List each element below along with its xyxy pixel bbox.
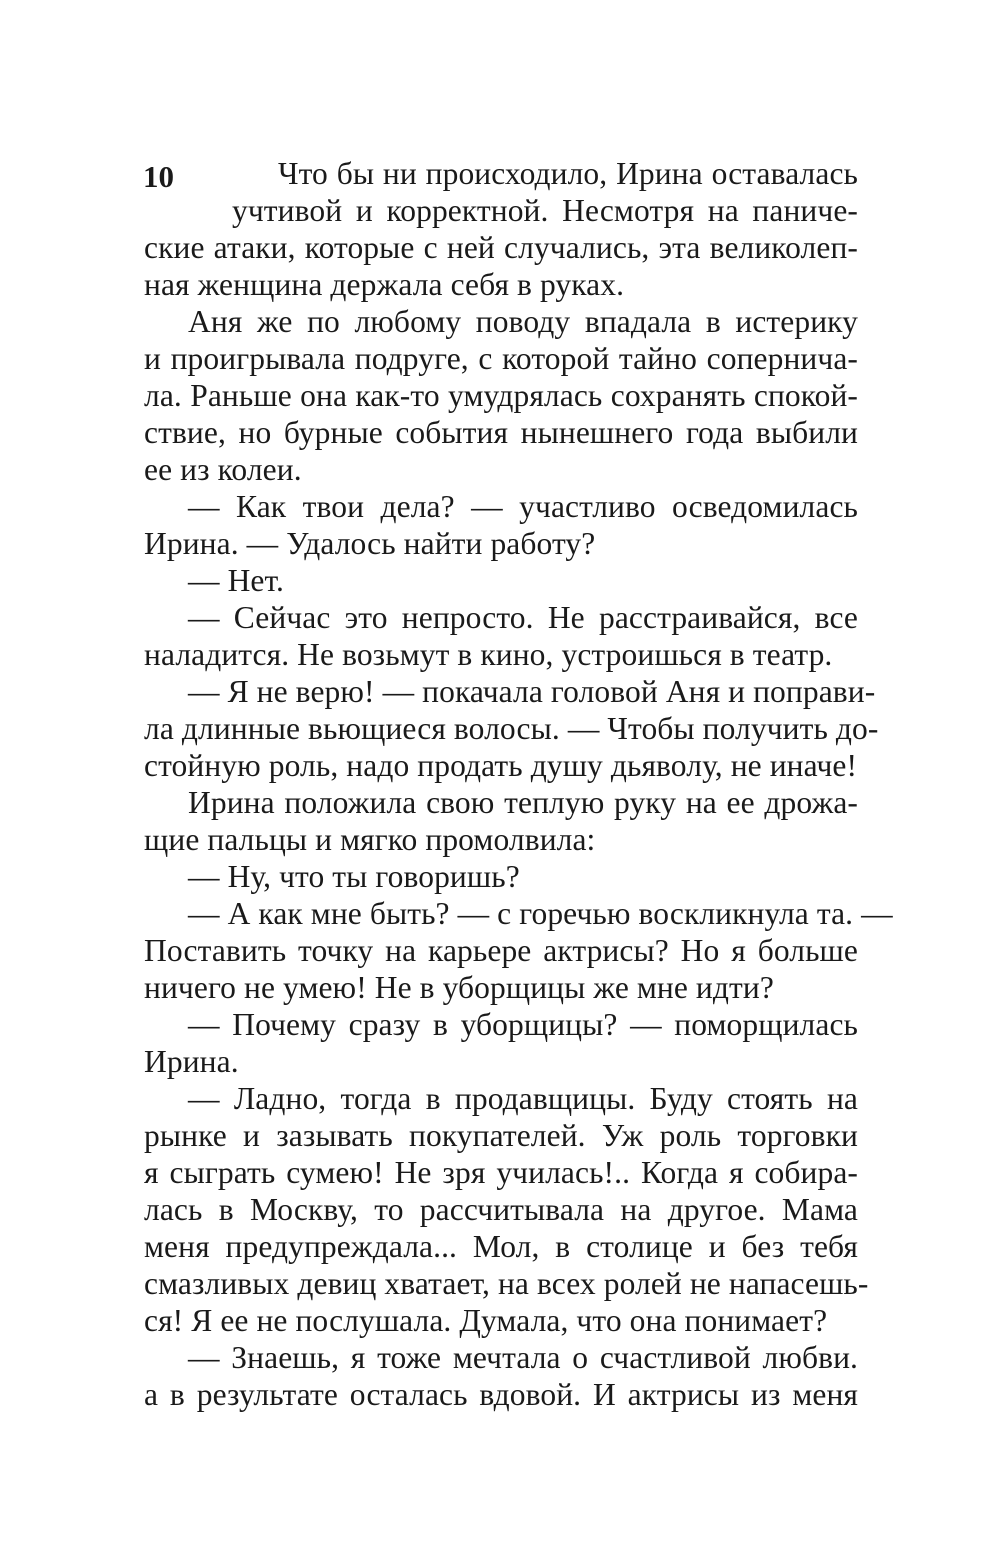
text-line: щие пальцы и мягко промолвила:	[144, 822, 596, 857]
text-line: Ирина. — Удалось найти работу?	[144, 526, 596, 561]
text-line: наладится. Не возьмут в кино, устроишься в театр.	[144, 637, 833, 672]
text-line: Ирина положила свою теплую руку на ее дрожа-	[188, 785, 858, 820]
text-line: — Я не верю! — покачала головой Аня и поправи-	[188, 674, 876, 709]
text-line: ничего не умею! Не в уборщицы же мне идти?	[144, 970, 774, 1005]
text-line: — Сейчас это непросто. Не расстраивайся, все	[188, 600, 858, 635]
text-line: ла. Раньше она как-то умудрялась сохранять спокой-	[144, 378, 858, 413]
text-line: я сыграть сумею! Не зря училась!.. Когда я собира-	[144, 1155, 858, 1190]
text-line: — Ладно, тогда в продавщицы. Буду стоять на	[188, 1081, 858, 1116]
text-line: смазливых девиц хватает, на всех ролей не напасешь-	[144, 1266, 869, 1301]
text-line: — Знаешь, я тоже мечтала о счастливой любви.	[188, 1340, 858, 1375]
text-line: меня предупреждала... Мол, в столице и без тебя	[144, 1229, 858, 1264]
text-line: ная женщина держала себя в руках.	[144, 267, 625, 302]
text-line: и проигрывала подруге, с которой тайно сопернича-	[144, 341, 858, 376]
text-line: лась в Москву, то рассчитывала на другое. Мама	[144, 1192, 858, 1227]
text-line: Поставить точку на карьере актрисы? Но я больше	[144, 933, 858, 968]
text-line: стойную роль, надо продать душу дьяволу, не иначе!	[144, 748, 858, 783]
text-line: учтивой и корректной. Несмотря на паниче-	[232, 193, 858, 228]
text-line: ла длинные вьющиеся волосы. — Чтобы получить до-	[144, 711, 879, 746]
text-line: ее из колеи.	[144, 452, 302, 487]
text-line: ся! Я ее не послушала. Думала, что она понимает?	[144, 1303, 828, 1338]
text-line: — Почему сразу в уборщицы? — поморщилась	[188, 1007, 858, 1042]
text-line: — Нет.	[188, 563, 284, 598]
text-line: — Ну, что ты говоришь?	[188, 859, 520, 894]
text-line: Ирина.	[144, 1044, 239, 1079]
text-line: рынке и зазывать покупателей. Уж роль торговки	[144, 1118, 858, 1153]
text-line: ствие, но бурные события нынешнего года выбили	[144, 415, 858, 450]
page-number: 10	[143, 159, 174, 194]
text-line: — А как мне быть? — с горечью воскликнула та. —	[188, 896, 893, 931]
text-line: а в результате осталась вдовой. И актрисы из меня	[144, 1377, 858, 1412]
page-text	[144, 155, 893, 1413]
text-line: Аня же по любому поводу впадала в истерику	[188, 304, 858, 339]
text-line: Что бы ни происходило, Ирина оставалась	[278, 156, 858, 191]
text-line: — Как твои дела? — участливо осведомилась	[188, 489, 858, 524]
text-line: ские атаки, которые с ней случались, эта великолеп-	[144, 230, 858, 265]
